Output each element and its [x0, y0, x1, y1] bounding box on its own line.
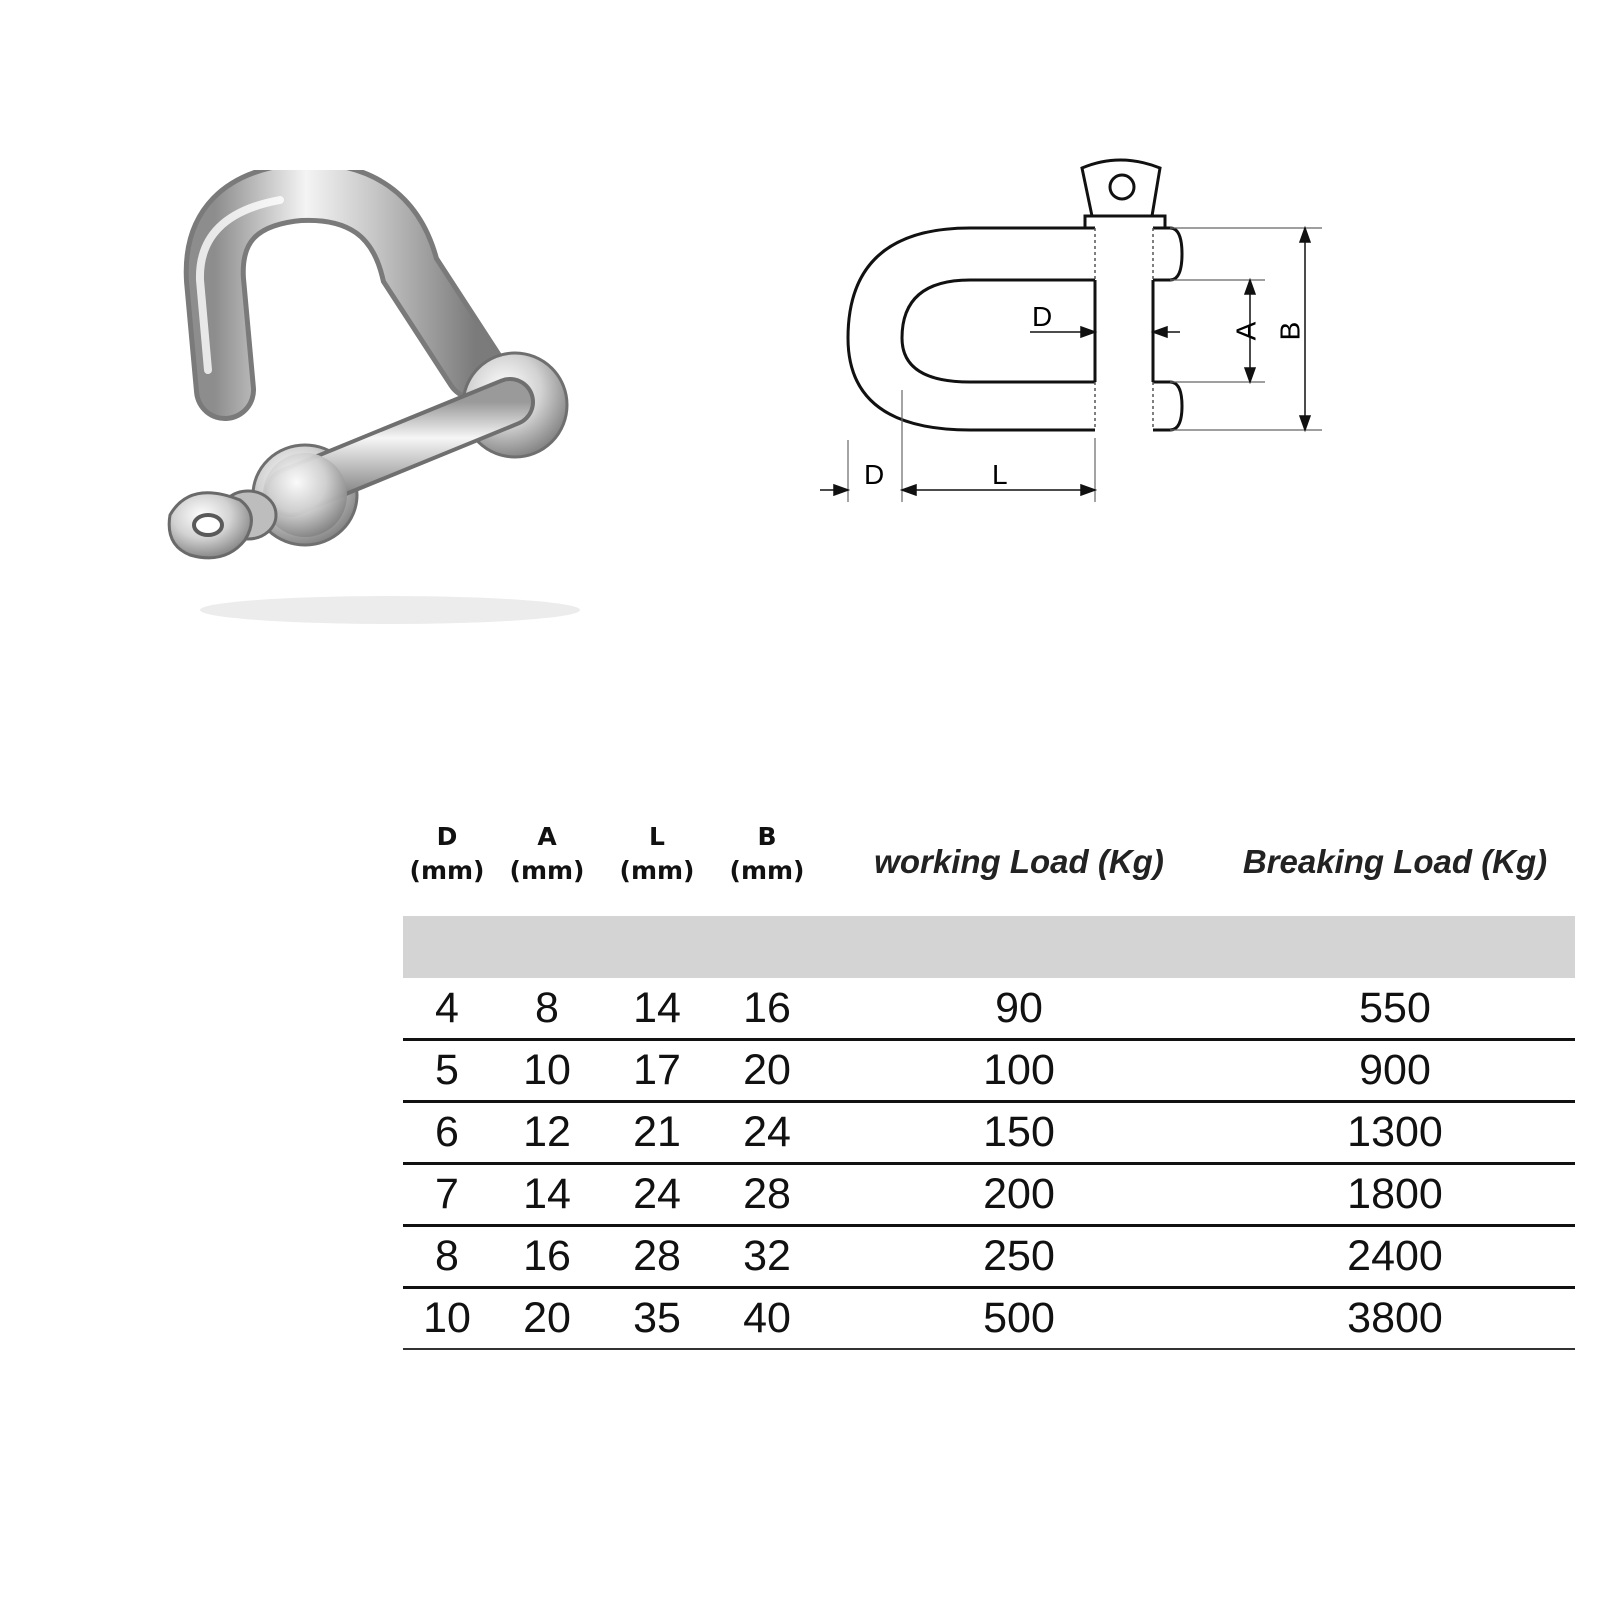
table-row [403, 1102, 1575, 1164]
cell-b: 28 [711, 1164, 823, 1226]
cell-working-load: 150 [823, 1102, 1215, 1164]
cell-a: 16 [491, 1226, 603, 1288]
table-row [403, 1288, 1575, 1350]
cell-breaking-load: 3800 [1215, 1288, 1575, 1350]
header-symbol: B [757, 822, 777, 851]
header-band [403, 916, 1575, 978]
bow-outline [848, 228, 1095, 430]
cell-d: 4 [403, 978, 491, 1040]
cell-a: 8 [491, 978, 603, 1040]
column-header-a [491, 808, 603, 916]
cell-l: 14 [603, 978, 711, 1040]
cell-l: 17 [603, 1040, 711, 1102]
label-bottom-d: D [864, 459, 885, 490]
label-a: A [1230, 321, 1262, 341]
column-header-d [403, 808, 491, 916]
table-row [403, 1164, 1575, 1226]
column-header-working-load: working Load (Kg) [874, 843, 1164, 880]
cell-breaking-load: 900 [1215, 1040, 1575, 1102]
label-wire-d: D [1032, 301, 1053, 332]
column-header-l [603, 808, 711, 916]
cell-d: 6 [403, 1102, 491, 1164]
header-symbol: A [537, 822, 557, 851]
dimension-diagram [820, 150, 1380, 530]
cell-working-load: 90 [823, 978, 1215, 1040]
cell-l: 35 [603, 1288, 711, 1350]
header-unit: (mm) [729, 856, 805, 885]
cell-breaking-load: 2400 [1215, 1226, 1575, 1288]
header-symbol: D [436, 822, 458, 851]
bow-inner [902, 280, 1095, 382]
cell-d: 10 [403, 1288, 491, 1350]
spec-table [403, 808, 1575, 1350]
cell-b: 40 [711, 1288, 823, 1350]
label-l: L [992, 459, 1008, 490]
cell-d: 7 [403, 1164, 491, 1226]
cell-breaking-load: 1300 [1215, 1102, 1575, 1164]
header-symbol: L [649, 822, 665, 851]
cell-a: 12 [491, 1102, 603, 1164]
cell-a: 20 [491, 1288, 603, 1350]
cell-working-load: 200 [823, 1164, 1215, 1226]
shackle-photo [130, 170, 650, 640]
cell-d: 5 [403, 1040, 491, 1102]
cell-b: 32 [711, 1226, 823, 1288]
column-header-breaking-load: Breaking Load (Kg) [1242, 843, 1548, 880]
cell-b: 24 [711, 1102, 823, 1164]
cell-working-load: 250 [823, 1226, 1215, 1288]
cell-b: 16 [711, 978, 823, 1040]
header-unit: (mm) [409, 856, 485, 885]
cell-l: 24 [603, 1164, 711, 1226]
spec-table-container [403, 808, 1575, 1350]
column-header-b [711, 808, 823, 916]
cell-l: 21 [603, 1102, 711, 1164]
table-row [403, 1040, 1575, 1102]
cell-a: 14 [491, 1164, 603, 1226]
label-b: B [1274, 321, 1306, 341]
cell-l: 28 [603, 1226, 711, 1288]
header-unit: (mm) [509, 856, 585, 885]
cell-b: 20 [711, 1040, 823, 1102]
header-row [403, 808, 1575, 916]
table-row [403, 978, 1575, 1040]
cell-working-load: 500 [823, 1288, 1215, 1350]
cell-breaking-load: 1800 [1215, 1164, 1575, 1226]
table-row [403, 1226, 1575, 1288]
cell-working-load: 100 [823, 1040, 1215, 1102]
cell-breaking-load: 550 [1215, 978, 1575, 1040]
header-unit: (mm) [619, 856, 695, 885]
cell-d: 8 [403, 1226, 491, 1288]
cell-a: 10 [491, 1040, 603, 1102]
